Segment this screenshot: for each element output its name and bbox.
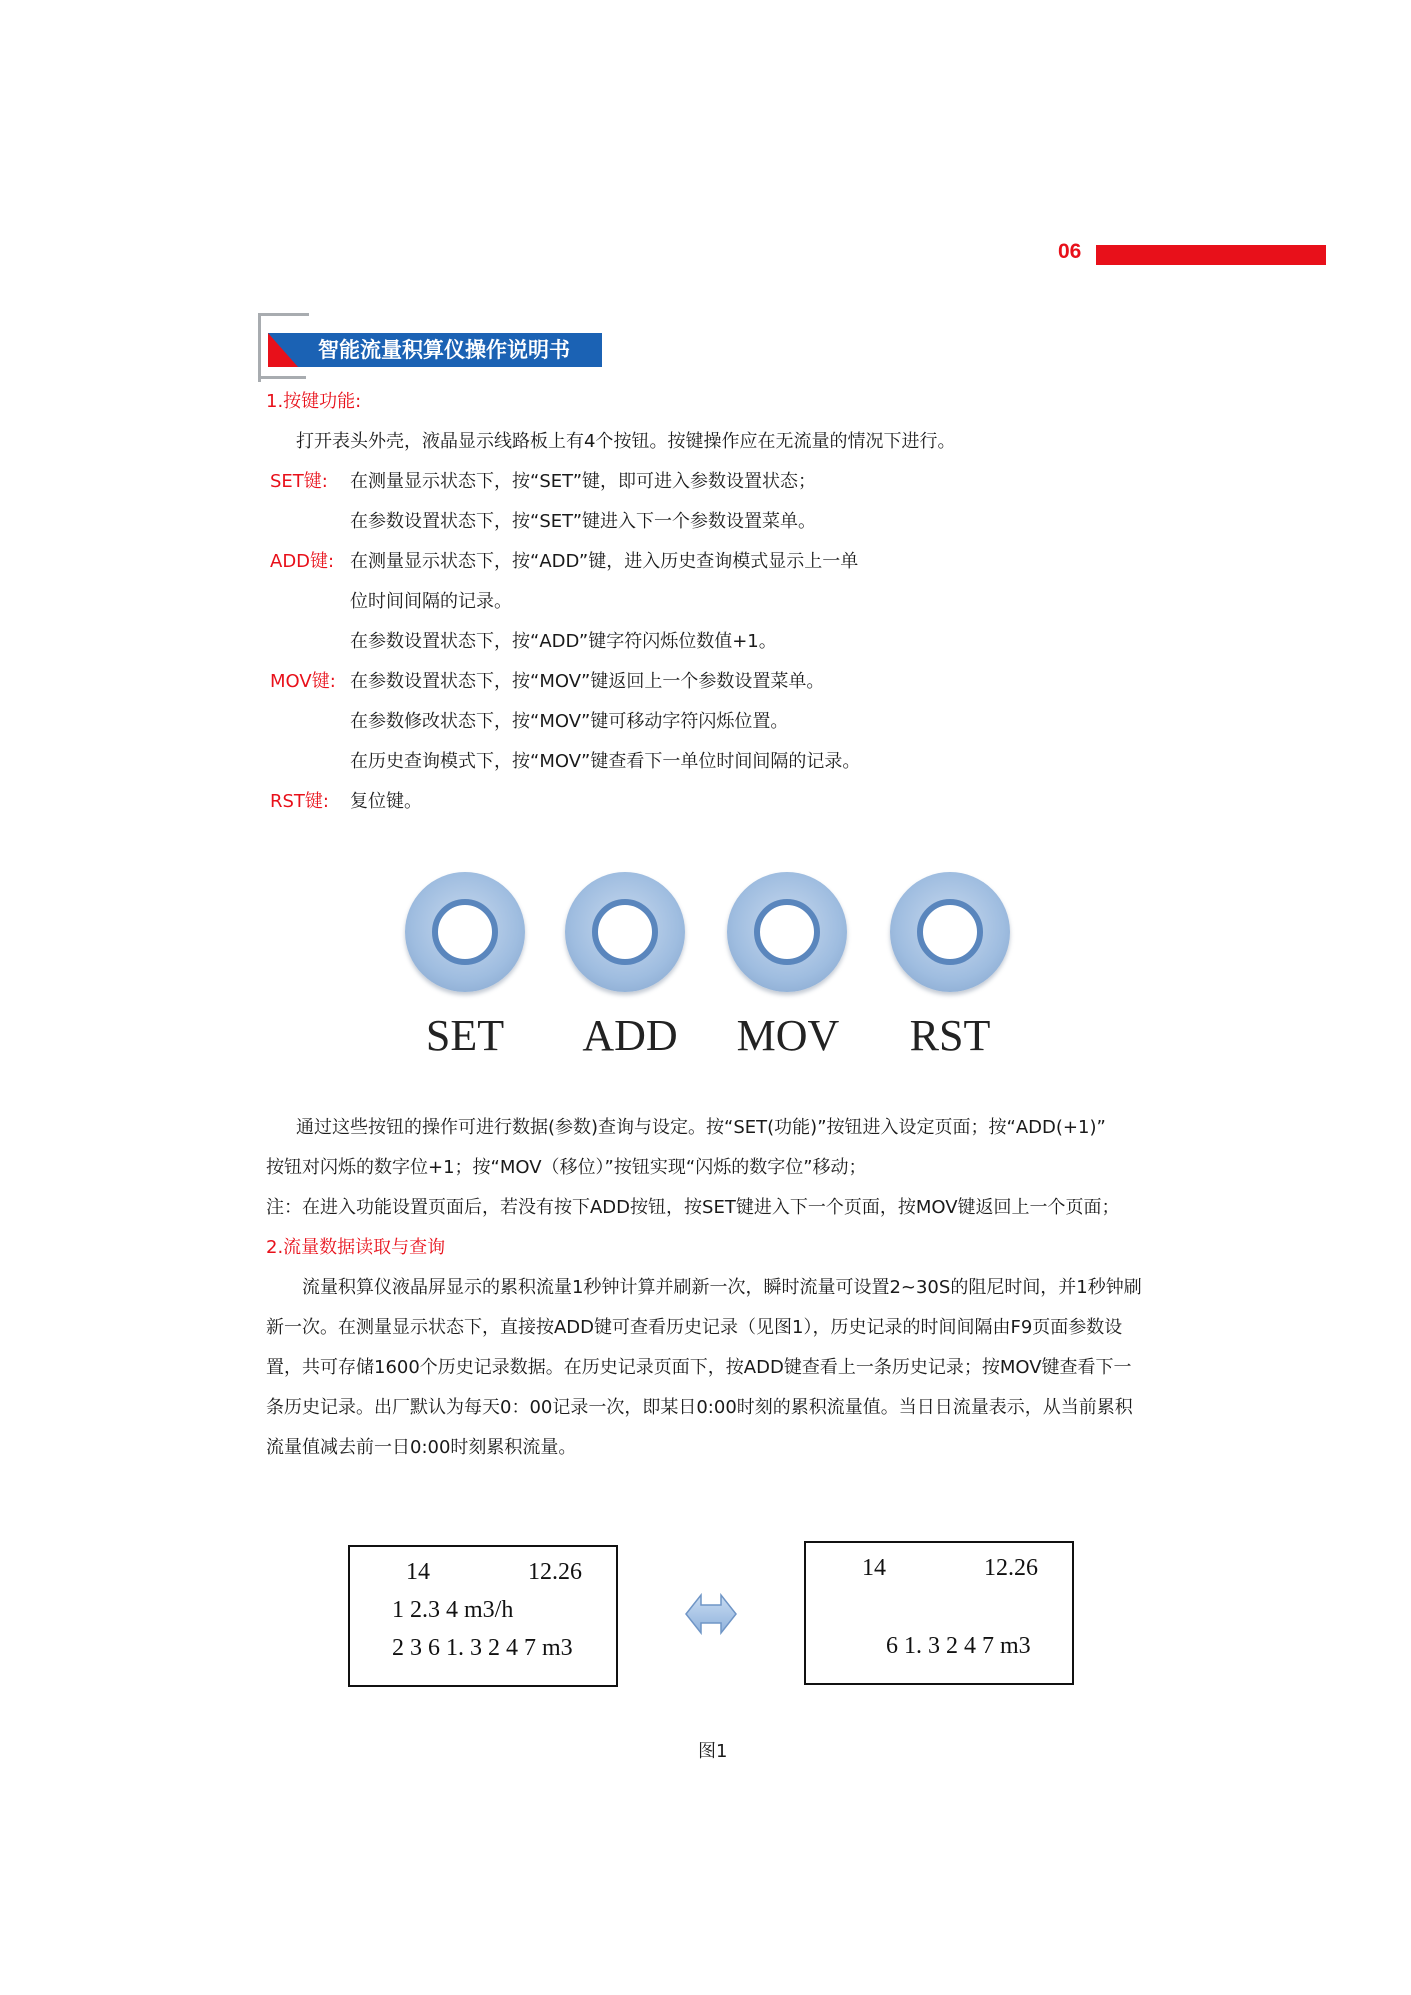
button-desc-line: 通过这些按钮的操作可进行数据(参数)查询与设定。按“SET(功能)”按钮进入设定页面；按“ADD(+1)” — [296, 1117, 1106, 1138]
mov-key-line: 在参数修改状态下，按“MOV”键可移动字符闪烁位置。 — [350, 711, 789, 732]
mov-key-line: 在历史查询模式下，按“MOV”键查看下一单位时间间隔的记录。 — [350, 751, 861, 772]
add-key-label: ADD键: — [270, 551, 335, 572]
key-section-heading: 1.按键功能: — [266, 391, 362, 412]
page-number: 06 — [1058, 240, 1082, 263]
mov-button-illustration — [727, 872, 847, 992]
lcd-display-history — [804, 1541, 1074, 1685]
flow-paragraph-line: 条历史记录。出厂默认为每天0：00记录一次，即某日0:00时刻的累积流量值。当日日流量表示，从当前累积 — [266, 1397, 1133, 1418]
rst-button-caption: RST — [909, 1011, 991, 1060]
rst-button-illustration — [890, 872, 1010, 992]
key-section-intro: 打开表头外壳，液晶显示线路板上有4个按钮。按键操作应在无流量的情况下进行。 — [296, 431, 956, 452]
lcd-current-total-flow: 2 3 6 1. 3 2 4 7 m3 — [392, 1635, 573, 1661]
set-button-illustration — [405, 872, 525, 992]
button-desc-note: 注：在进入功能设置页面后，若没有按下ADD按钮，按SET键进入下一个页面，按MOV键返回上一个页面； — [266, 1197, 1120, 1218]
button-desc-line: 按钮对闪烁的数字位+1；按“MOV（移位）”按钮实现“闪烁的数字位”移动； — [266, 1157, 867, 1178]
lcd-current-top-right: 12.26 — [528, 1559, 582, 1585]
header-frame-left — [258, 313, 261, 379]
rst-key-label: RST键: — [270, 791, 329, 812]
add-button-illustration — [565, 872, 685, 992]
section-title: 智能流量积算仪操作说明书 — [318, 338, 570, 362]
page-number-bar — [1096, 245, 1326, 265]
flow-section-heading: 2.流量数据读取与查询 — [266, 1237, 446, 1258]
lcd-current-top-left: 14 — [406, 1559, 430, 1585]
section-title-accent — [268, 333, 298, 367]
flow-paragraph-line: 流量积算仪液晶屏显示的累积流量1秒钟计算并刷新一次，瞬时流量可设置2~30S的阻尼时间，并1秒钟刷 — [302, 1277, 1142, 1298]
header-frame-bottom — [258, 376, 306, 379]
lcd-history-total-flow: 6 1. 3 2 4 7 m3 — [886, 1633, 1031, 1659]
mov-key-line: 在参数设置状态下，按“MOV”键返回上一个参数设置菜单。 — [350, 671, 825, 692]
add-key-line: 在测量显示状态下，按“ADD”键，进入历史查询模式显示上一单 — [350, 551, 859, 572]
set-key-label: SET键: — [270, 471, 328, 492]
set-button-caption: SET — [425, 1011, 505, 1060]
flow-paragraph-line: 置，共可存储1600个历史记录数据。在历史记录页面下，按ADD键查看上一条历史记录；按MOV键查看下一 — [266, 1357, 1132, 1378]
add-key-line: 位时间间隔的记录。 — [350, 591, 512, 612]
lcd-history-top-left: 14 — [862, 1555, 886, 1581]
flow-paragraph-line: 流量值减去前一日0:00时刻累积流量。 — [266, 1437, 577, 1458]
rst-key-line: 复位键。 — [350, 791, 422, 812]
add-key-line: 在参数设置状态下，按“ADD”键字符闪烁位数值+1。 — [350, 631, 777, 652]
lcd-history-top-right: 12.26 — [984, 1555, 1038, 1581]
set-key-line: 在参数设置状态下，按“SET”键进入下一个参数设置菜单。 — [350, 511, 817, 532]
flow-paragraph-line: 新一次。在测量显示状态下，直接按ADD键可查看历史记录（见图1），历史记录的时间间隔由F9页面参数设 — [266, 1317, 1123, 1338]
set-key-line: 在测量显示状态下，按“SET”键，即可进入参数设置状态； — [350, 471, 817, 492]
figure-caption: 图1 — [698, 1741, 728, 1762]
double-arrow-icon — [684, 1592, 738, 1636]
lcd-display-current — [348, 1545, 618, 1687]
mov-key-label: MOV键: — [270, 671, 336, 692]
lcd-current-instant-flow: 1 2.3 4 m3/h — [392, 1597, 514, 1623]
mov-button-caption: MOV — [736, 1011, 840, 1060]
add-button-caption: ADD — [582, 1011, 678, 1060]
